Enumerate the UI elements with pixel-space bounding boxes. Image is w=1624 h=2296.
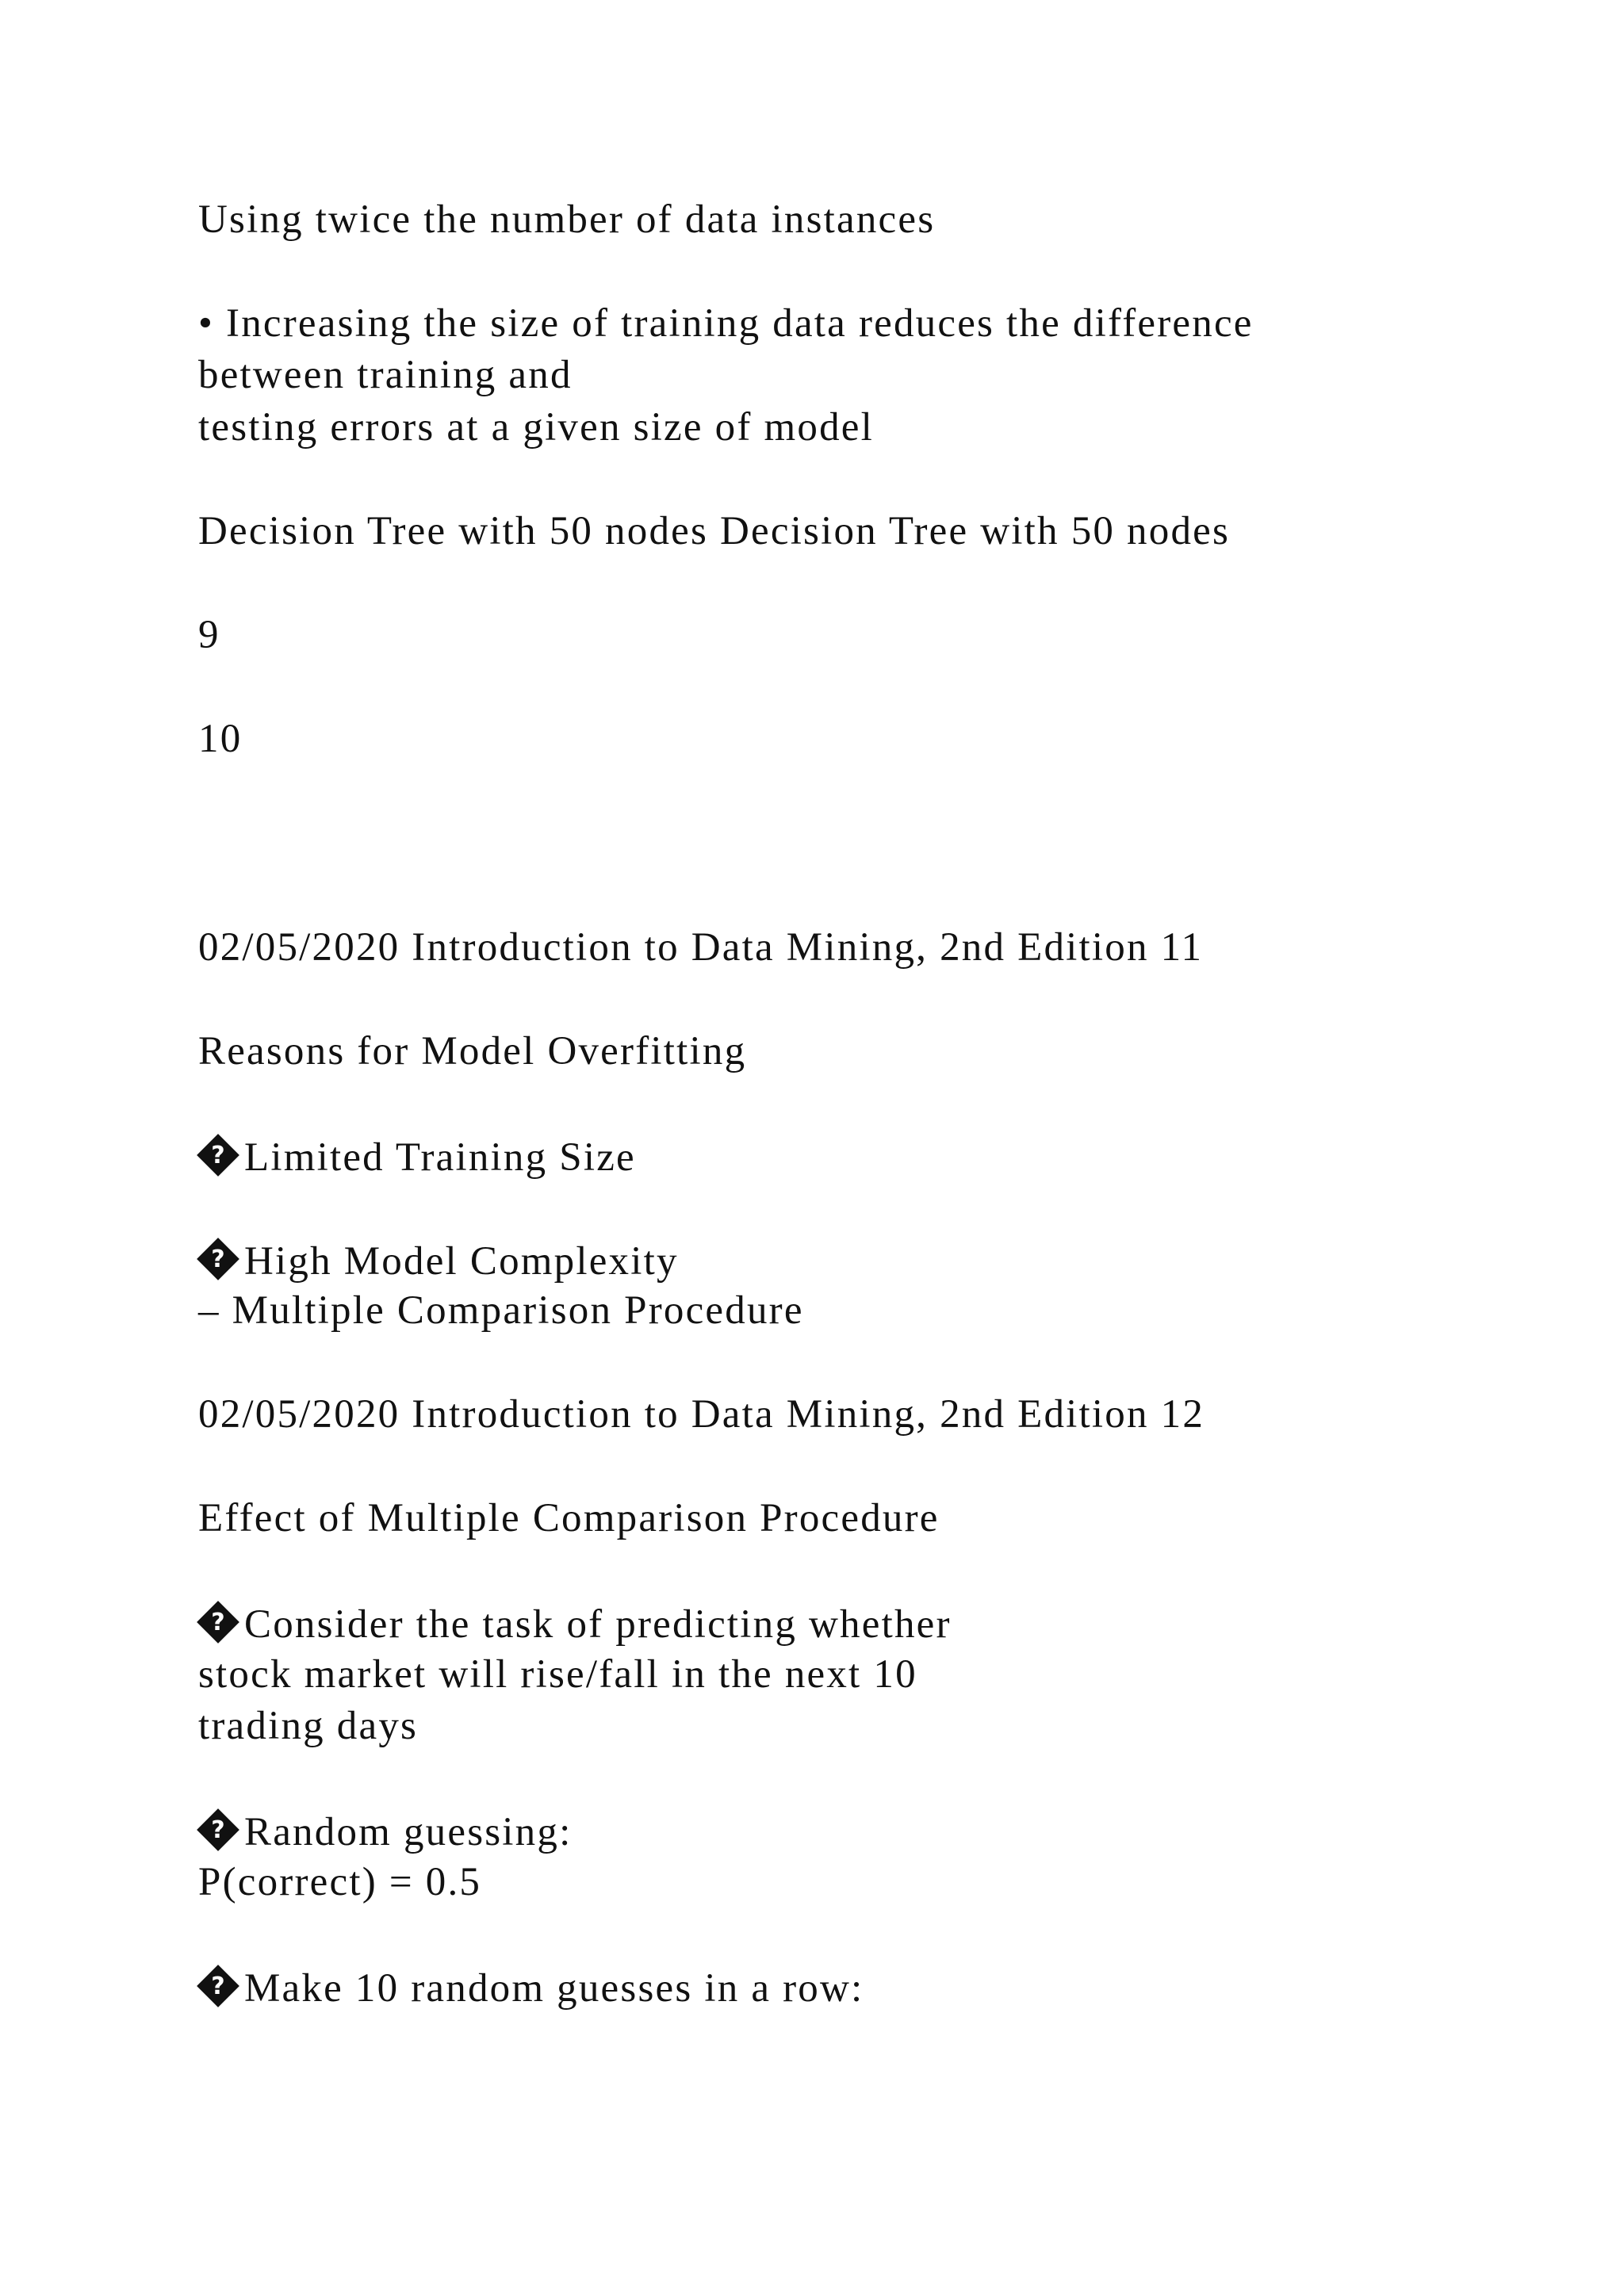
slide-title: Effect of Multiple Comparison Procedure (198, 1496, 940, 1540)
bullet-text-line: trading days (198, 1704, 419, 1748)
page-number: 9 (198, 613, 220, 657)
slide-title: Reasons for Model Overfitting (198, 1029, 747, 1073)
bullet-item (198, 1239, 679, 1282)
replacement-char-icon (198, 1966, 239, 2007)
page-number: 10 (198, 717, 243, 761)
bullet-text-line: testing errors at a given size of model (198, 405, 874, 450)
replacement-char-icon (198, 1239, 239, 1280)
slide-footer: 02/05/2020 Introduction to Data Mining, 2nd Edition 12 (198, 1392, 1205, 1437)
bullet-text: Limited Training Size (244, 1135, 636, 1180)
bullet-text-line: • Increasing the size of training data reduces the difference (198, 301, 1254, 346)
figure-captions: Decision Tree with 50 nodes Decision Tree with 50 nodes (198, 509, 1231, 553)
formula-text: P(correct) = 0.5 (198, 1860, 482, 1904)
slide-footer: 02/05/2020 Introduction to Data Mining, 2nd Edition 11 (198, 925, 1204, 970)
bullet-text-line: stock market will rise/fall in the next 10 (198, 1652, 917, 1697)
section-heading: Using twice the number of data instances (198, 197, 936, 242)
bullet-text: Random guessing: (244, 1810, 573, 1854)
bullet-text-line: between training and (198, 353, 573, 397)
bullet-item (198, 1602, 952, 1645)
bullet-text: High Model Complexity (244, 1239, 679, 1284)
replacement-char-icon (198, 1135, 239, 1177)
sub-bullet-text: – Multiple Comparison Procedure (198, 1288, 804, 1333)
bullet-item (198, 1966, 864, 2009)
bullet-text: Make 10 random guesses in a row: (244, 1966, 864, 2011)
bullet-item (198, 1810, 572, 1853)
replacement-char-icon (198, 1602, 239, 1644)
bullet-text: Consider the task of predicting whether (244, 1602, 952, 1647)
replacement-char-icon (198, 1810, 239, 1851)
bullet-item (198, 1135, 636, 1178)
